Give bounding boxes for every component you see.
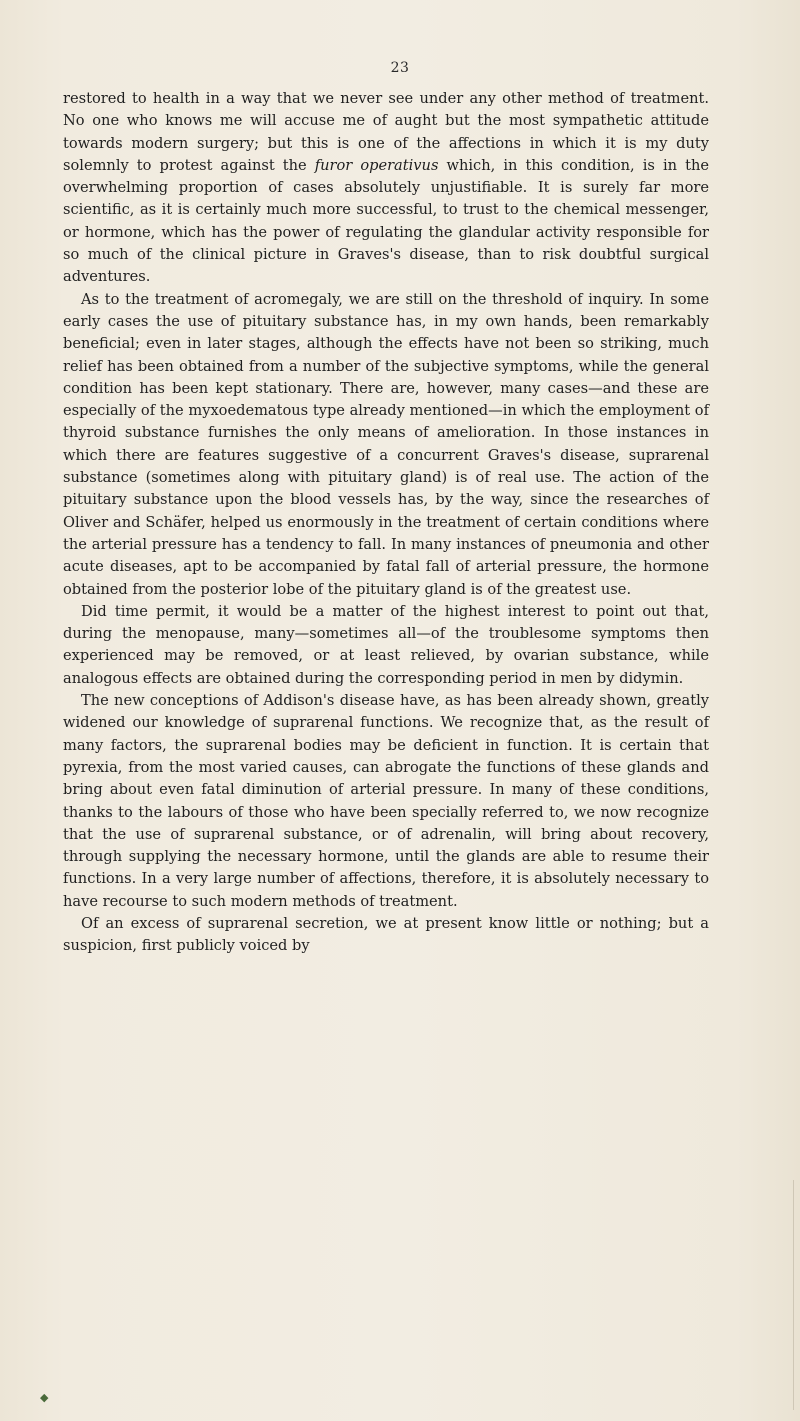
- paragraph-5: Of an excess of suprarenal secretion, we at present know little or nothing; but a suspicion, first publicly voiced by: [63, 914, 709, 955]
- body-text: [63, 88, 709, 958]
- paragraph-3: Did time permit, it would be a matter of the highest interest to point out that, during the menopause, many—sometimes all—of the troublesome symptoms then experienced may be removed, or at least relieved, by ovarian substance, while analogous effects are obtained during the corresponding period in men by didymin.: [63, 602, 709, 687]
- paragraph-4: The new conceptions of Addison's disease have, as has been already shown, greatly widened our knowledge of suprarenal functions. We recognize that, as the result of many factors, the suprarenal bodies may be deficient in function. It is certain that pyrexia, from the most varied causes, can abrogate the functions of these glands and bring about even fatal diminution of arterial pressure. In many of these conditions, thanks to the labours of those who have been specially referred to, we now recognize that the use of suprarenal substance, or of adrenalin, will bring about recovery, through supplying the necessary hormone, until the glands are able to resume their functions. In a very large number of affections, therefore, it is absolutely necessary to have recourse to such modern methods of treatment.: [63, 692, 709, 910]
- paragraph-1: [63, 88, 709, 289]
- paragraph-1-text-end: which, in this condition, is in the overwhelming proportion of cases absolutely unjustifiable. It is surely far more scientific, as it is certainly much more successful, to trust to the chemical messenger, or hormone, which has the power of regulating the glandular activity responsible for so much of the clinical picture in Graves's disease, than to risk doubtful surgical adventures.: [63, 156, 709, 286]
- latin-phrase: furor operativus: [314, 156, 439, 174]
- margin-mark-icon: ◆: [40, 1391, 49, 1404]
- page-number: 23: [390, 60, 410, 76]
- page-edge-line: [793, 1180, 794, 1410]
- paragraph-2: As to the treatment of acromegaly, we are still on the threshold of inquiry. In some early cases the use of pituitary substance has, in my own hands, been remarkably beneficial; even in later stages, although the effects have not been so striking, much relief has been obtained from a number of the subjective symptoms, while the general condition has been kept stationary. There are, however, many cases—and these are especially of the myxoedematous type already mentioned—in which the employment of thyroid substance furnishes the only means of amelioration. In those instances in which there are features suggestive of a concurrent Graves's disease, suprarenal substance (sometimes along with pituitary gland) is of real use. The action of the pituitary substance upon the blood vessels has, by the way, since the researches of Oliver and Schäfer, helped us enormously in the treatment of certain conditions where the arterial pressure has a tendency to fall. In many instances of pneumonia and other acute diseases, apt to be accompanied by fatal fall of arterial pressure, the hormone obtained from the posterior lobe of the pituitary gland is of the greatest use.: [63, 290, 709, 598]
- paragraph-1-text-start: restored to health in a way that we never see under any other method of treatment. No one who knows me will accuse me of aught but the most sympathetic attitude towards modern surgery; but this is one of the affections in which it is my duty solemnly to protest against the: [63, 90, 709, 174]
